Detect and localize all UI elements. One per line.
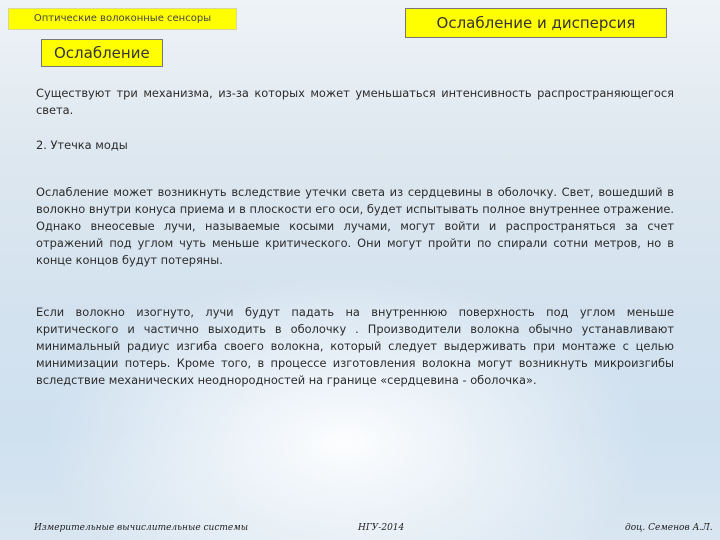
fiber-bend-paragraph: Если волокно изогнуто, лучи будут падать на внутреннюю поверхность под углом меньше критического и частично выходить в оболочку . Производители волокна обычно устанавливают минимальный радиус изгиба своего волокна, который следует выдерживать при монтаже с целью минимизации потерь. Кроме того, в процессе изготовления волокна могут возникнуть микроизгибы вследствие механических неоднородностей на границе «сердцевина - оболочка».	[36, 305, 674, 387]
footer-course: Измерительные вычислительные системы	[34, 523, 249, 533]
slide-topic-title: Ослабление и дисперсия	[405, 8, 667, 38]
footer-author: доц. Семенов А.Л.	[625, 523, 713, 533]
mode-leak-paragraph: Ослабление может возникнуть вследствие утечки света из сердцевины в оболочку. Свет, вошедший в волокно внутри конуса приема и в плоскости его оси, будет испытывать полное внутреннее отражение. Однако внеосевые лучи, называемые косыми лучами, могут войти и распространяться за счет отражений под углом чуть меньше критического. Они могут пройти по спирали сотни метров, но в конце концов будут потеряны.	[36, 185, 674, 267]
course-label: Оптические волоконные сенсоры	[8, 8, 237, 30]
intro-paragraph: Существуют три механизма, из-за которых может уменьшаться интенсивность распространяющегося света.	[36, 86, 674, 117]
section-title: Ослабление	[41, 39, 163, 67]
footer-university-year: НГУ-2014	[358, 523, 405, 533]
subsection-heading: 2. Утечка моды	[36, 138, 128, 152]
